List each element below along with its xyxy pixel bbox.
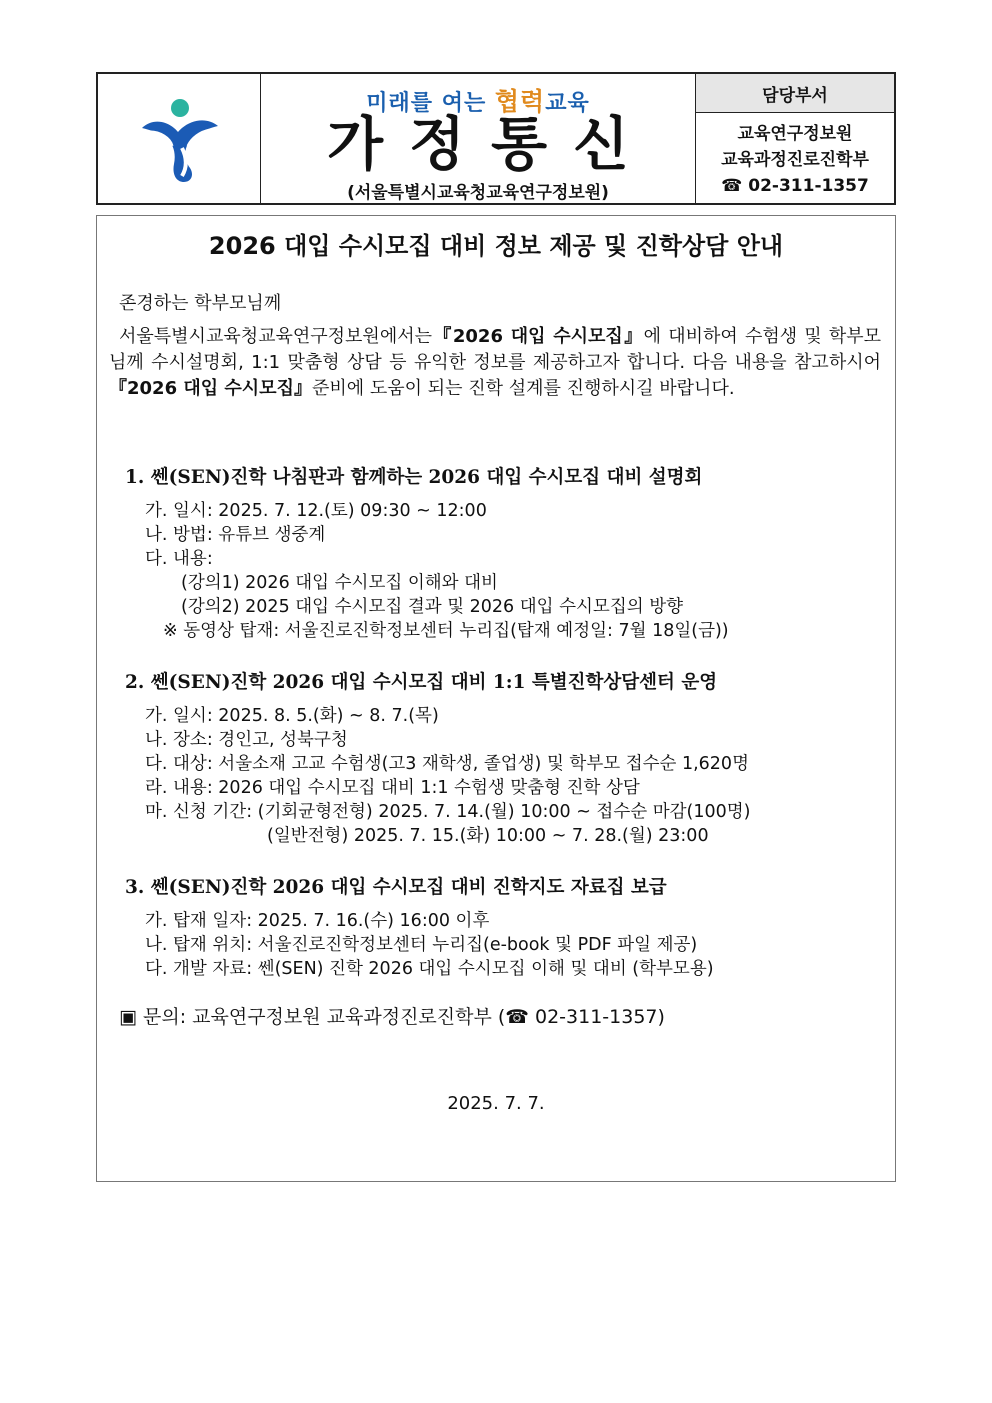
department-phone: ☎ 02-311-1357 bbox=[721, 176, 869, 196]
department-cell bbox=[696, 74, 894, 203]
list-item: (강의1) 2026 대입 수시모집 이해와 대비 bbox=[181, 573, 498, 593]
title-cell bbox=[261, 74, 696, 203]
issue-date: 2025. 7. 7. bbox=[447, 1093, 545, 1114]
list-item: 가. 탑재 일자: 2025. 7. 16.(수) 16:00 이후 bbox=[145, 911, 490, 931]
notice-title: 2026 대입 수시모집 대비 정보 제공 및 진학상담 안내 bbox=[208, 232, 784, 260]
list-item: 다. 내용: bbox=[145, 549, 213, 569]
intro-paragraph bbox=[109, 324, 881, 402]
department-division: 교육과정진로진학부 bbox=[721, 150, 869, 170]
list-item: (강의2) 2025 대입 수시모집 결과 및 2026 대입 수시모집의 방향 bbox=[181, 597, 684, 617]
list-item: 다. 대상: 서울소재 고교 수험생(고3 재학생, 졸업생) 및 학부모 접수순 1,620명 bbox=[145, 754, 749, 774]
issuer-name: (서울특별시교육청교육연구정보원) bbox=[347, 183, 609, 203]
section-heading: 2. 쎈(SEN)진학 2026 대입 수시모집 대비 1:1 특별진학상담센터 운영 bbox=[125, 672, 718, 693]
note-line: ※ 동영상 탑재: 서울진로진학정보센터 누리집(탑재 예정일: 7월 18일(금)) bbox=[163, 621, 729, 641]
slogan-text-end: 교육 bbox=[545, 91, 590, 116]
department-heading: 담당부서 bbox=[696, 74, 894, 113]
logo-cell bbox=[98, 74, 261, 203]
intro-text: 서울특별시교육청교육연구정보원에서는 bbox=[119, 326, 432, 347]
list-item: 나. 방법: 유튜브 생중계 bbox=[145, 525, 326, 545]
page-title: 가정통신 bbox=[326, 110, 656, 178]
list-item: 나. 장소: 경인고, 성북구청 bbox=[145, 730, 348, 750]
intro-bold: 『2026 대입 수시모집』 bbox=[431, 326, 644, 347]
intro-bold-2: 『2026 대입 수시모집』 bbox=[109, 378, 312, 399]
section-heading: 1. 쎈(SEN)진학 나침판과 함께하는 2026 대입 수시모집 대비 설명회 bbox=[125, 467, 703, 488]
contact-info: ▣ 문의: 교육연구정보원 교육과정진로진학부 (☎ 02-311-1357) bbox=[119, 1006, 665, 1028]
list-item: 가. 일시: 2025. 8. 5.(화) ~ 8. 7.(목) bbox=[145, 706, 439, 726]
list-item: 마. 신청 기간: (기회균형전형) 2025. 7. 14.(월) 10:00 ~ 접수순 마감(100명) bbox=[145, 802, 751, 822]
department-org: 교육연구정보원 bbox=[737, 124, 853, 144]
list-item: 가. 일시: 2025. 7. 12.(토) 09:30 ~ 12:00 bbox=[145, 501, 487, 521]
list-item: 라. 내용: 2026 대입 수시모집 대비 1:1 수험생 맞춤형 진학 상담 bbox=[145, 778, 640, 798]
seoul-education-logo-icon bbox=[138, 98, 222, 184]
greeting: 존경하는 학부모님께 bbox=[119, 293, 282, 314]
intro-text-3: 준비에 도움이 되는 진학 설계를 진행하시길 바랍니다. bbox=[311, 378, 735, 399]
notice-body bbox=[96, 215, 896, 1182]
list-item: 다. 개발 자료: 쎈(SEN) 진학 2026 대입 수시모집 이해 및 대비 (학부모용) bbox=[145, 959, 714, 979]
slogan-highlight: 협력 bbox=[494, 87, 546, 116]
slogan-text: 미래를 여는 bbox=[366, 91, 495, 116]
section-heading: 3. 쎈(SEN)진학 2026 대입 수시모집 대비 진학지도 자료집 보급 bbox=[125, 877, 667, 898]
list-item: 나. 탑재 위치: 서울진로진학정보센터 누리집(e-book 및 PDF 파일 제공) bbox=[145, 935, 698, 955]
list-item: (일반전형) 2025. 7. 15.(화) 10:00 ~ 7. 28.(월) 23:00 bbox=[267, 826, 709, 846]
intro-text-2: 에 대비하여 수험생 및 학부모님께 수시설명회, 1:1 맞춤형 상담 등 유익한 정보를 제공하고자 합니다. 다음 내용을 참고하시어 bbox=[109, 326, 881, 373]
header-table bbox=[96, 72, 896, 205]
